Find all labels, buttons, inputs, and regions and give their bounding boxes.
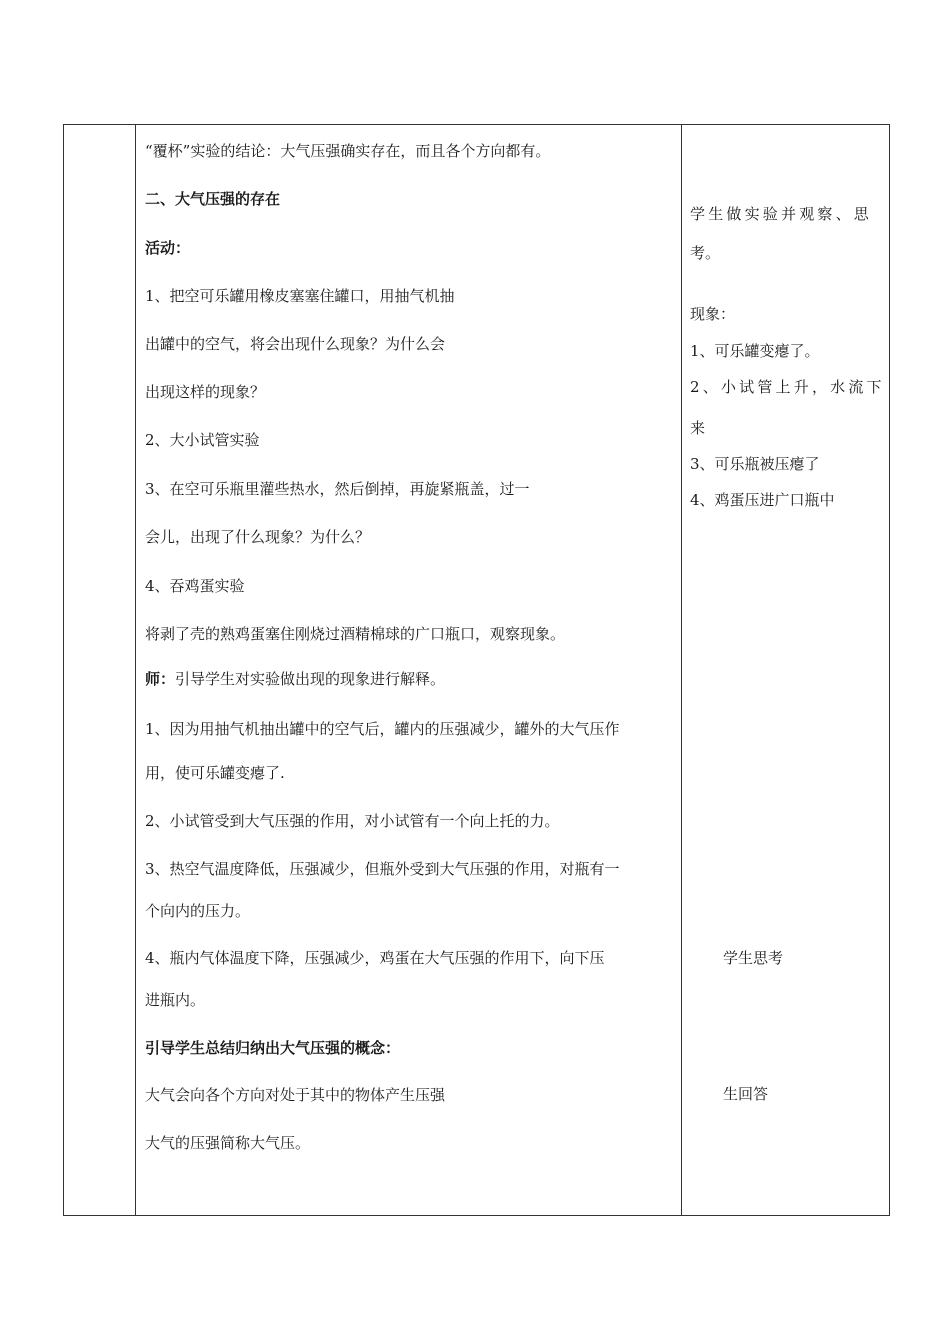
text-line: 3、在空可乐瓶里灌些热水，然后倒掉，再旋紧瓶盖，过一 — [145, 480, 530, 498]
text-line: 4、瓶内气体温度下降，压强减少，鸡蛋在大气压强的作用下，向下压 — [145, 949, 605, 967]
column-divider-left — [135, 125, 136, 1215]
teacher-instruction: 引导学生对实验做出现的现象进行解释。 — [175, 670, 446, 688]
text-line: 3、可乐瓶被压瘪了 — [690, 455, 820, 473]
text-line: 2、大小试管实验 — [145, 431, 260, 449]
text-line: 1、把空可乐罐用橡皮塞塞住罐口，用抽气机抽 — [145, 287, 455, 305]
teacher-line — [145, 670, 445, 688]
text-line: 考。 — [690, 244, 721, 262]
activity-label: 活动： — [145, 239, 191, 257]
text-line: 学生做实验并观察、思 — [690, 205, 873, 223]
text-line: 1、可乐罐变瘪了。 — [690, 342, 820, 360]
text-line: 2、小试管上升，水流下 — [690, 378, 885, 396]
text-line: 现象： — [690, 305, 736, 323]
text-line: 将剥了壳的熟鸡蛋塞住刚烧过酒精棉球的广口瓶口，观察现象。 — [145, 625, 566, 643]
text-line: 用，使可乐罐变瘪了. — [145, 764, 285, 782]
text-line: 出现这样的现象？ — [145, 383, 266, 401]
text-line: 个向内的压力。 — [145, 902, 251, 920]
section-heading: 二、大气压强的存在 — [145, 190, 281, 208]
text-line: 4、鸡蛋压进广口瓶中 — [690, 491, 835, 509]
text-line: 来 — [690, 419, 706, 437]
teacher-label: 师： — [145, 670, 176, 688]
text-line: 2、小试管受到大气压强的作用，对小试管有一个向上托的力。 — [145, 812, 560, 830]
text-line: “覆杯”实验的结论：大气压强确实存在，而且各个方向都有。 — [145, 142, 551, 160]
summary-heading: 引导学生总结归纳出大气压强的概念： — [145, 1039, 401, 1057]
text-line: 3、热空气温度降低，压强减少，但瓶外受到大气压强的作用，对瓶有一 — [145, 860, 620, 878]
text-line: 大气的压强简称大气压。 — [145, 1134, 311, 1152]
text-line: 会儿，出现了什么现象？为什么？ — [145, 528, 371, 546]
text-line: 学生思考 — [723, 949, 784, 967]
text-line: 4、吞鸡蛋实验 — [145, 577, 245, 595]
column-divider-right — [681, 125, 682, 1215]
text-line: 1、因为用抽气机抽出罐中的空气后，罐内的压强减少，罐外的大气压作 — [145, 720, 620, 738]
text-line: 生回答 — [723, 1085, 769, 1103]
text-line: 进瓶内。 — [145, 991, 206, 1009]
text-line: 出罐中的空气，将会出现什么现象？为什么会 — [145, 335, 446, 353]
text-line: 大气会向各个方向对处于其中的物体产生压强 — [145, 1086, 446, 1104]
